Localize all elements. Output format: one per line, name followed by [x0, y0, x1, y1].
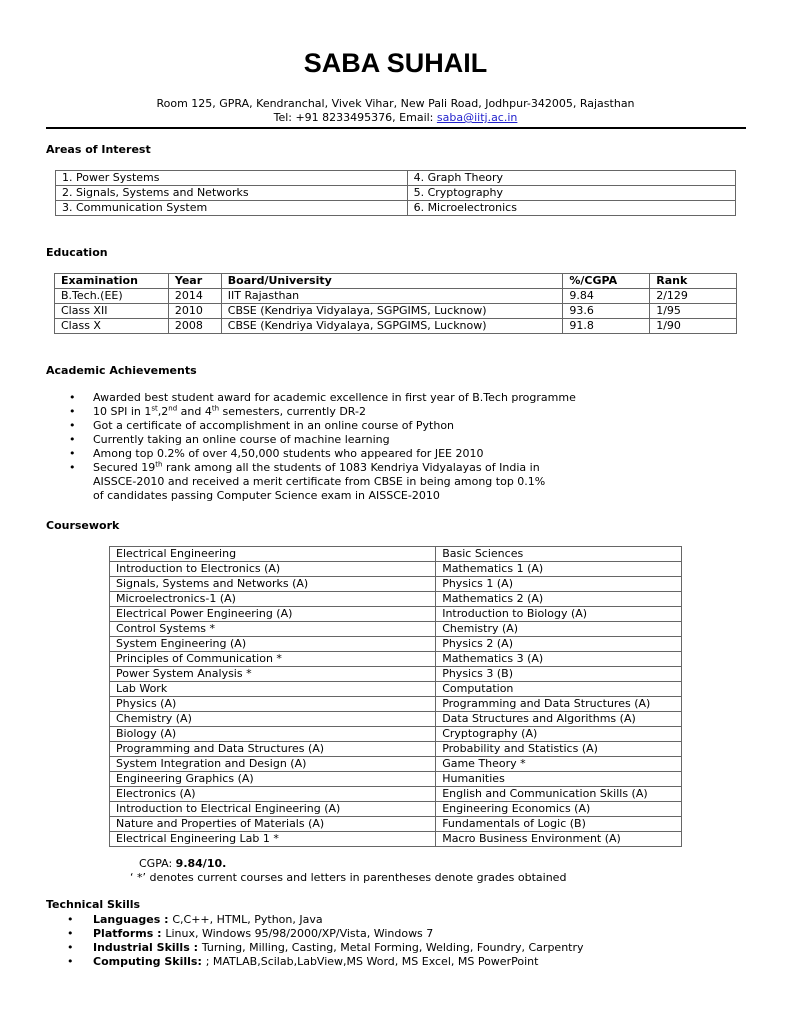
list-item [69, 447, 753, 461]
bullet-icon: • [67, 913, 74, 926]
table-row [55, 289, 737, 304]
table-cell: Macro Business Environment (A) [436, 832, 682, 847]
table-cell: 9.84 [563, 289, 650, 304]
table-cell: 2014 [168, 289, 221, 304]
table-row [110, 817, 682, 832]
list-item [69, 391, 753, 405]
table-cell: Mathematics 2 (A) [436, 592, 682, 607]
table-row [56, 186, 736, 201]
table-cell: Signals, Systems and Networks (A) [110, 577, 436, 592]
table-cell: Electrical Engineering Lab 1 * [110, 832, 436, 847]
item-text: AISSCE-2010 and received a merit certificate from CBSE in being among top 0.1% [93, 475, 546, 488]
bullet-icon: • [67, 941, 74, 954]
skill-value: Turning, Milling, Casting, Metal Forming, Welding, Foundry, Carpentry [201, 941, 584, 954]
areas-heading: Areas of Interest [46, 143, 151, 156]
table-cell: Engineering Economics (A) [436, 802, 682, 817]
table-cell: System Integration and Design (A) [110, 757, 436, 772]
list-item-continuation [93, 489, 753, 503]
item-text: ,2 [157, 405, 169, 418]
table-row [110, 742, 682, 757]
table-cell: 1/90 [650, 319, 737, 334]
table-row [110, 727, 682, 742]
table-cell: Physics 1 (A) [436, 577, 682, 592]
table-cell: Power System Analysis * [110, 667, 436, 682]
table-cell: Class XII [55, 304, 169, 319]
table-cell: Programming and Data Structures (A) [436, 697, 682, 712]
table-cell: System Engineering (A) [110, 637, 436, 652]
coursework-heading: Coursework [46, 519, 120, 532]
table-cell: English and Communication Skills (A) [436, 787, 682, 802]
bullet-icon: • [69, 433, 76, 446]
table-cell: CBSE (Kendriya Vidyalaya, SGPGIMS, Lucknow) [221, 304, 563, 319]
table-cell: 2010 [168, 304, 221, 319]
table-cell: 91.8 [563, 319, 650, 334]
table-row [110, 562, 682, 577]
table-row [110, 697, 682, 712]
cgpa-value: 9.84/10. [175, 857, 227, 870]
table-row [110, 787, 682, 802]
bullet-icon: • [69, 447, 76, 460]
bullet-icon: • [69, 461, 76, 474]
table-cell: 2008 [168, 319, 221, 334]
table-cell: Chemistry (A) [436, 622, 682, 637]
table-cell: Data Structures and Algorithms (A) [436, 712, 682, 727]
item-text: Secured 19 [93, 461, 156, 474]
bullet-icon: • [67, 955, 74, 968]
cgpa-line [139, 857, 226, 871]
table-cell: Basic Sciences [436, 547, 682, 562]
table-cell: Electrical Power Engineering (A) [110, 607, 436, 622]
table-row [110, 667, 682, 682]
bullet-icon: • [69, 405, 76, 418]
table-row [110, 622, 682, 637]
table-cell: Mathematics 3 (A) [436, 652, 682, 667]
table-row [110, 652, 682, 667]
table-cell: 6. Microelectronics [407, 201, 735, 216]
list-item [69, 419, 753, 433]
table-row [56, 201, 736, 216]
contact-line [0, 111, 791, 125]
skill-label: Industrial Skills : [93, 941, 202, 954]
superscript: th [155, 460, 163, 469]
table-cell: 2. Signals, Systems and Networks [56, 186, 408, 201]
skill-label: Languages : [93, 913, 173, 926]
table-cell: Nature and Properties of Materials (A) [110, 817, 436, 832]
table-cell: Introduction to Biology (A) [436, 607, 682, 622]
list-item [69, 404, 753, 419]
table-cell: 1. Power Systems [56, 171, 408, 186]
column-header: Rank [650, 274, 737, 289]
item-text: Awarded best student award for academic excellence in first year of B.Tech programme [93, 391, 576, 404]
skills-heading: Technical Skills [46, 898, 141, 911]
column-header: Year [168, 274, 221, 289]
list-item [67, 913, 753, 927]
skill-value: ; MATLAB,Scilab,LabView,MS Word, MS Excel, MS PowerPoint [205, 955, 539, 968]
table-row [55, 304, 737, 319]
skill-value: Linux, Windows 95/98/2000/XP/Vista, Windows 7 [165, 927, 434, 940]
item-text: of candidates passing Computer Science exam in AISSCE-2010 [93, 489, 440, 502]
table-cell: 93.6 [563, 304, 650, 319]
table-cell: Programming and Data Structures (A) [110, 742, 436, 757]
superscript: st [151, 404, 158, 413]
list-item [69, 433, 753, 447]
coursework-table [109, 546, 682, 847]
list-item-continuation [93, 475, 753, 489]
table-row [110, 637, 682, 652]
item-text: rank among all the students of 1083 Kendriya Vidyalayas of India in [162, 461, 540, 474]
table-row [110, 832, 682, 847]
table-row [110, 712, 682, 727]
table-cell: Class X [55, 319, 169, 334]
list-item [67, 955, 753, 969]
column-header: %/CGPA [563, 274, 650, 289]
table-cell: Game Theory * [436, 757, 682, 772]
cgpa-label: CGPA: [139, 857, 176, 870]
table-row [110, 802, 682, 817]
superscript: th [211, 404, 220, 413]
table-cell: Probability and Statistics (A) [436, 742, 682, 757]
list-item [67, 927, 753, 941]
table-header-row [55, 274, 737, 289]
table-cell: 3. Communication System [56, 201, 408, 216]
item-text: semesters, currently DR-2 [219, 405, 366, 418]
table-cell: Mathematics 1 (A) [436, 562, 682, 577]
column-header: Board/University [221, 274, 563, 289]
table-cell: 5. Cryptography [407, 186, 735, 201]
table-cell: Physics (A) [110, 697, 436, 712]
table-cell: Principles of Communication * [110, 652, 436, 667]
table-cell: Chemistry (A) [110, 712, 436, 727]
list-item [67, 941, 753, 955]
table-cell: B.Tech.(EE) [55, 289, 169, 304]
table-row [55, 319, 737, 334]
table-cell: Physics 3 (B) [436, 667, 682, 682]
table-cell: Electrical Engineering [110, 547, 436, 562]
table-cell: Computation [436, 682, 682, 697]
achievements-heading: Academic Achievements [46, 364, 197, 377]
email-link[interactable]: saba@iitj.ac.in [436, 111, 518, 124]
item-text: and 4 [177, 405, 212, 418]
areas-table [55, 170, 736, 216]
superscript: nd [168, 404, 178, 413]
phone-text: Tel: +91 8233495376, Email: [273, 111, 437, 124]
skill-label: Platforms : [93, 927, 166, 940]
education-heading: Education [46, 246, 108, 259]
table-cell: Humanities [436, 772, 682, 787]
table-cell: Cryptography (A) [436, 727, 682, 742]
achievements-list [69, 391, 753, 503]
bullet-icon: • [69, 419, 76, 432]
coursework-note: ‘ *’ denotes current courses and letters in parentheses denote grades obtained [130, 871, 567, 884]
table-row [110, 682, 682, 697]
table-cell: Biology (A) [110, 727, 436, 742]
table-cell: Engineering Graphics (A) [110, 772, 436, 787]
table-row [110, 592, 682, 607]
education-table [54, 273, 737, 334]
table-row [110, 547, 682, 562]
table-row [110, 607, 682, 622]
table-row [110, 757, 682, 772]
table-cell: 2/129 [650, 289, 737, 304]
bullet-icon: • [67, 927, 74, 940]
column-header: Examination [55, 274, 169, 289]
table-cell: Control Systems * [110, 622, 436, 637]
skill-value: C,C++, HTML, Python, Java [172, 913, 323, 926]
address-line: Room 125, GPRA, Kendranchal, Vivek Vihar, New Pali Road, Jodhpur-342005, Rajasthan [156, 97, 635, 110]
table-cell: Microelectronics-1 (A) [110, 592, 436, 607]
table-cell: Introduction to Electronics (A) [110, 562, 436, 577]
skill-label: Computing Skills: [93, 955, 206, 968]
header-divider [46, 127, 746, 129]
table-cell: 1/95 [650, 304, 737, 319]
table-cell: Lab Work [110, 682, 436, 697]
table-row [110, 772, 682, 787]
table-cell: CBSE (Kendriya Vidyalaya, SGPGIMS, Lucknow) [221, 319, 563, 334]
table-cell: Electronics (A) [110, 787, 436, 802]
table-cell: Fundamentals of Logic (B) [436, 817, 682, 832]
list-item [69, 460, 753, 475]
table-cell: Introduction to Electrical Engineering (A) [110, 802, 436, 817]
table-cell: IIT Rajasthan [221, 289, 563, 304]
skills-list [67, 913, 753, 969]
item-text: Currently taking an online course of machine learning [93, 433, 390, 446]
table-row [110, 577, 682, 592]
table-cell: Physics 2 (A) [436, 637, 682, 652]
item-text: 10 SPI in 1 [93, 405, 152, 418]
table-row [56, 171, 736, 186]
bullet-icon: • [69, 391, 76, 404]
item-text: Among top 0.2% of over 4,50,000 students who appeared for JEE 2010 [93, 447, 484, 460]
table-cell: 4. Graph Theory [407, 171, 735, 186]
item-text: Got a certificate of accomplishment in an online course of Python [93, 419, 455, 432]
candidate-name: SABA SUHAIL [303, 48, 488, 78]
